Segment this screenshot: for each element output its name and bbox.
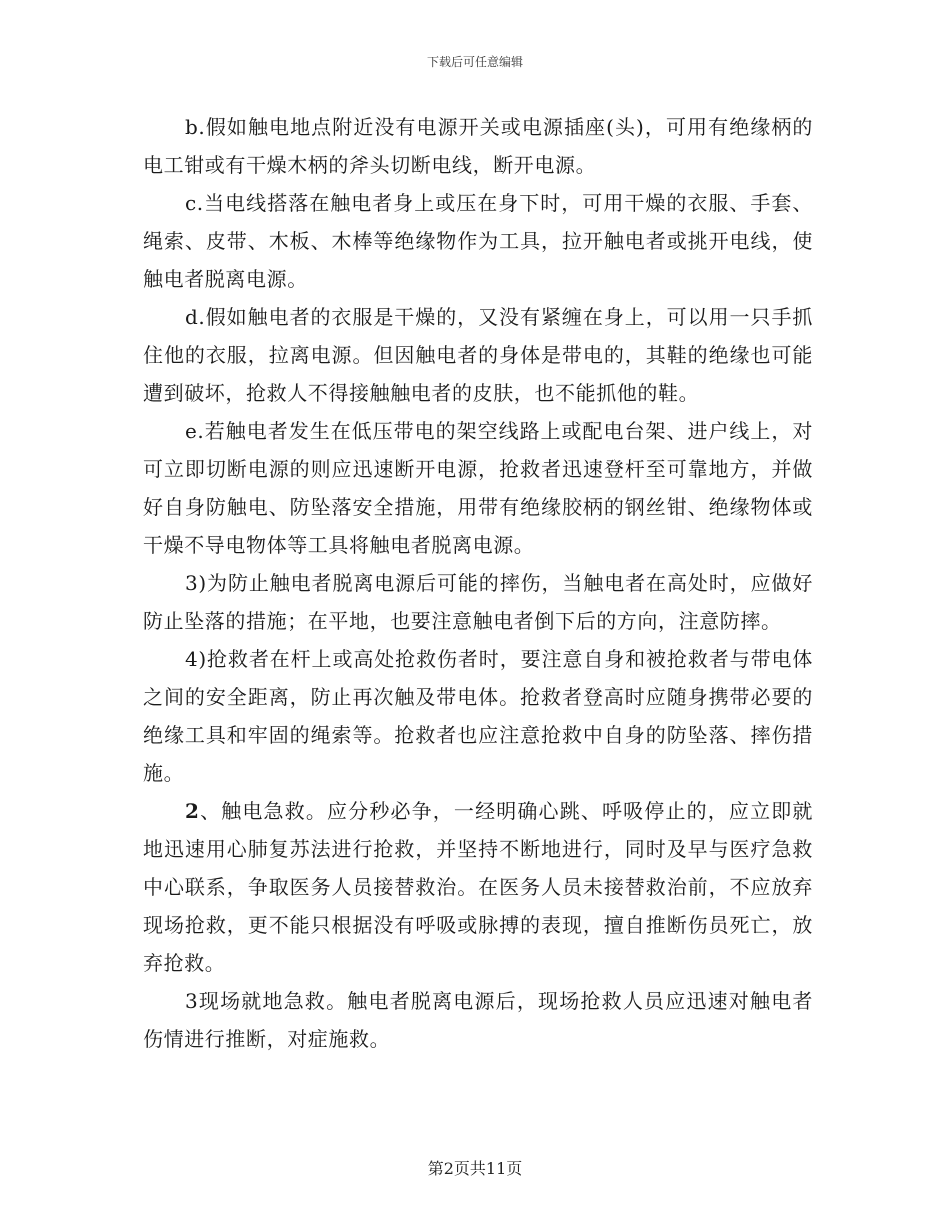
paragraph-d bbox=[143, 298, 813, 412]
paragraph-4 bbox=[143, 640, 813, 792]
paragraph-3 bbox=[143, 564, 813, 640]
paragraph-first-aid bbox=[143, 792, 813, 982]
document-body bbox=[143, 108, 813, 1058]
page-number: 第2页共11页 bbox=[427, 1159, 523, 1178]
paragraph-text: e.若触电者发生在低压带电的架空线路上或配电台架、进户线上，对可立即切断电源的则应迅速断开电源，抢救者迅速登杆至可靠地方，并做好自身防触电、防坠落安全措施，用带有绝缘胶柄的钢丝钳、绝缘物体或干燥不导电物体等工具将触电者脱离电源。 bbox=[143, 419, 813, 557]
paragraph-text: d.假如触电者的衣服是干燥的，又没有紧缠在身上，可以用一只手抓住他的衣服，拉离电源。但因触电者的身体是带电的，其鞋的绝缘也可能遭到破坏，抢救人不得接触触电者的皮肤，也不能抓他的鞋。 bbox=[143, 305, 813, 405]
paragraph-text: c.当电线搭落在触电者身上或压在身下时，可用干燥的衣服、手套、绳索、皮带、木板、木棒等绝缘物作为工具，拉开触电者或挑开电线，使触电者脱离电源。 bbox=[143, 191, 813, 291]
paragraph-b bbox=[143, 108, 813, 184]
paragraph-e bbox=[143, 412, 813, 564]
paragraph-text: 、触电急救。应分秒必争，一经明确心跳、呼吸停止的，应立即就地迅速用心肺复苏法进行抢救，并坚持不断地进行，同时及早与医疗急救中心联系，争取医务人员接替救治。在医务人员未接替救治前，不应放弃现场抢救，更不能只根据没有呼吸或脉搏的表现，擅自推断伤员死亡，放弃抢救。 bbox=[143, 799, 813, 975]
paragraph-text: 3)为防止触电者脱离电源后可能的摔伤，当触电者在高处时，应做好防止坠落的措施；在平地，也要注意触电者倒下后的方向，注意防摔。 bbox=[143, 571, 813, 633]
paragraph-text: 4)抢救者在杆上或高处抢救伤者时，要注意自身和被抢救者与带电体之间的安全距离，防止再次触及带电体。抢救者登高时应随身携带必要的绝缘工具和牢固的绳索等。抢救者也应注意抢救中自身的防坠落、摔伤措施。 bbox=[143, 647, 813, 785]
section-number: 2 bbox=[185, 799, 200, 823]
paragraph-text: 3现场就地急救。触电者脱离电源后，现场抢救人员应迅速对触电者伤情进行推断，对症施救。 bbox=[143, 989, 813, 1051]
paragraph-c bbox=[143, 184, 813, 298]
page-header: 下载后可任意编辑 bbox=[426, 55, 523, 69]
paragraph-text: b.假如触电地点附近没有电源开关或电源插座(头)，可用有绝缘柄的电工钳或有干燥木柄的斧头切断电线，断开电源。 bbox=[143, 115, 813, 177]
paragraph-onsite-aid bbox=[143, 982, 813, 1058]
